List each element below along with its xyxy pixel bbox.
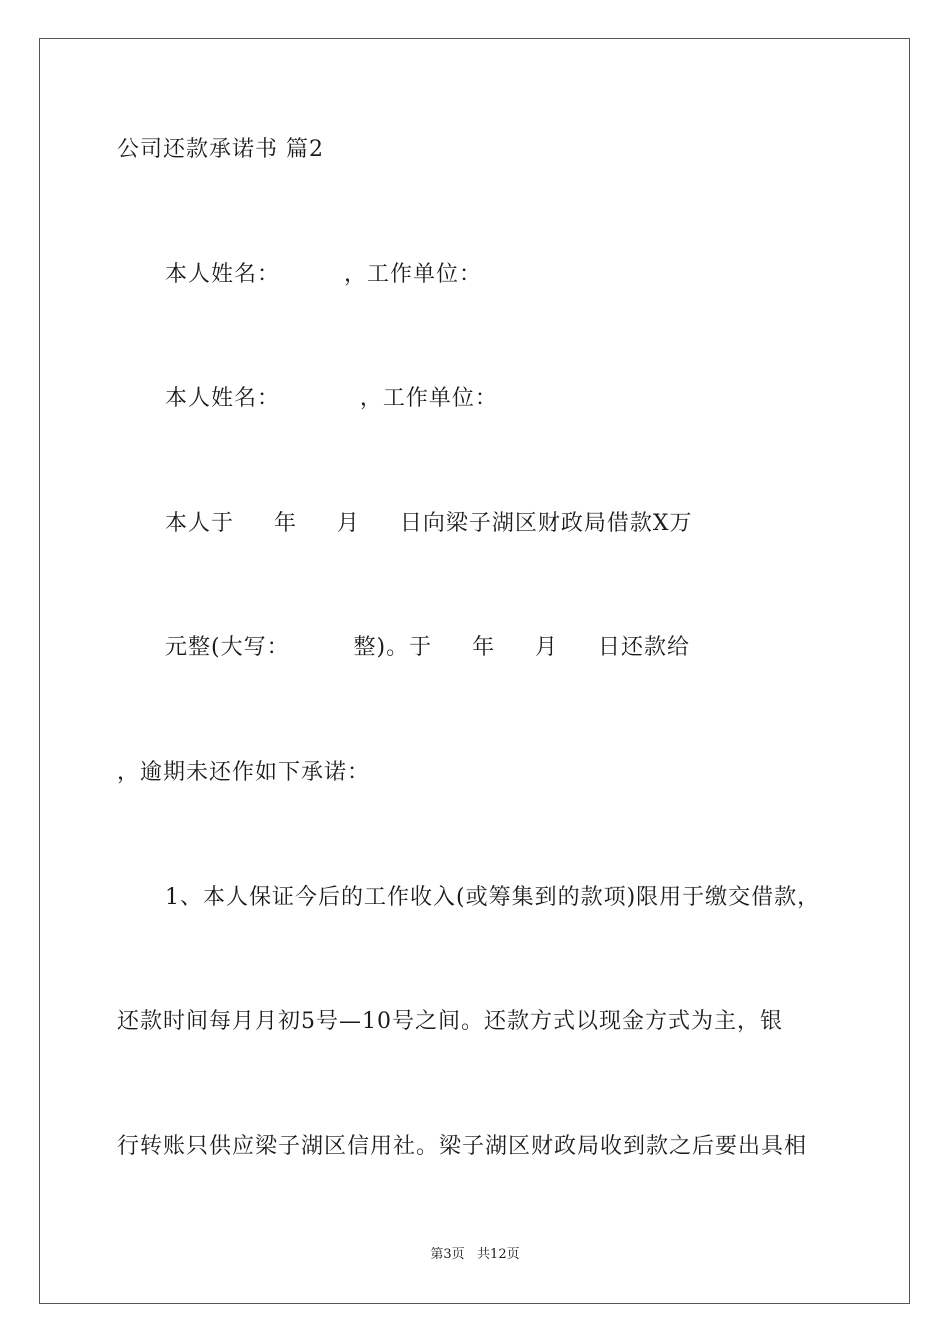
- document-title: 公司还款承诺书 篇2: [117, 137, 324, 162]
- paragraph-line-clause-3: 行转账只供应梁子湖区信用社。梁子湖区财政局收到款之后要出具相: [117, 1134, 808, 1159]
- paragraph-line-loan-date: 本人于 年 月 日向梁子湖区财政局借款X万: [165, 511, 693, 536]
- paragraph-line-name-2: 本人姓名： ，工作单位：: [165, 386, 498, 411]
- page-number-footer: 第3页 共12页: [430, 1247, 520, 1262]
- page-border: [39, 38, 910, 1304]
- paragraph-line-clause-2: 还款时间每月月初5号—10号之间。还款方式以现金方式为主，银: [117, 1009, 783, 1034]
- paragraph-line-clause-1: 1、本人保证今后的工作收入(或筹集到的款项)限用于缴交借款，: [165, 885, 821, 910]
- paragraph-line-amount: 元整(大写： 整)。于 年 月 日还款给: [165, 635, 691, 660]
- paragraph-line-name-1: 本人姓名： ，工作单位：: [165, 262, 482, 287]
- paragraph-line-promise-intro: ，逾期未还作如下承诺：: [117, 760, 371, 785]
